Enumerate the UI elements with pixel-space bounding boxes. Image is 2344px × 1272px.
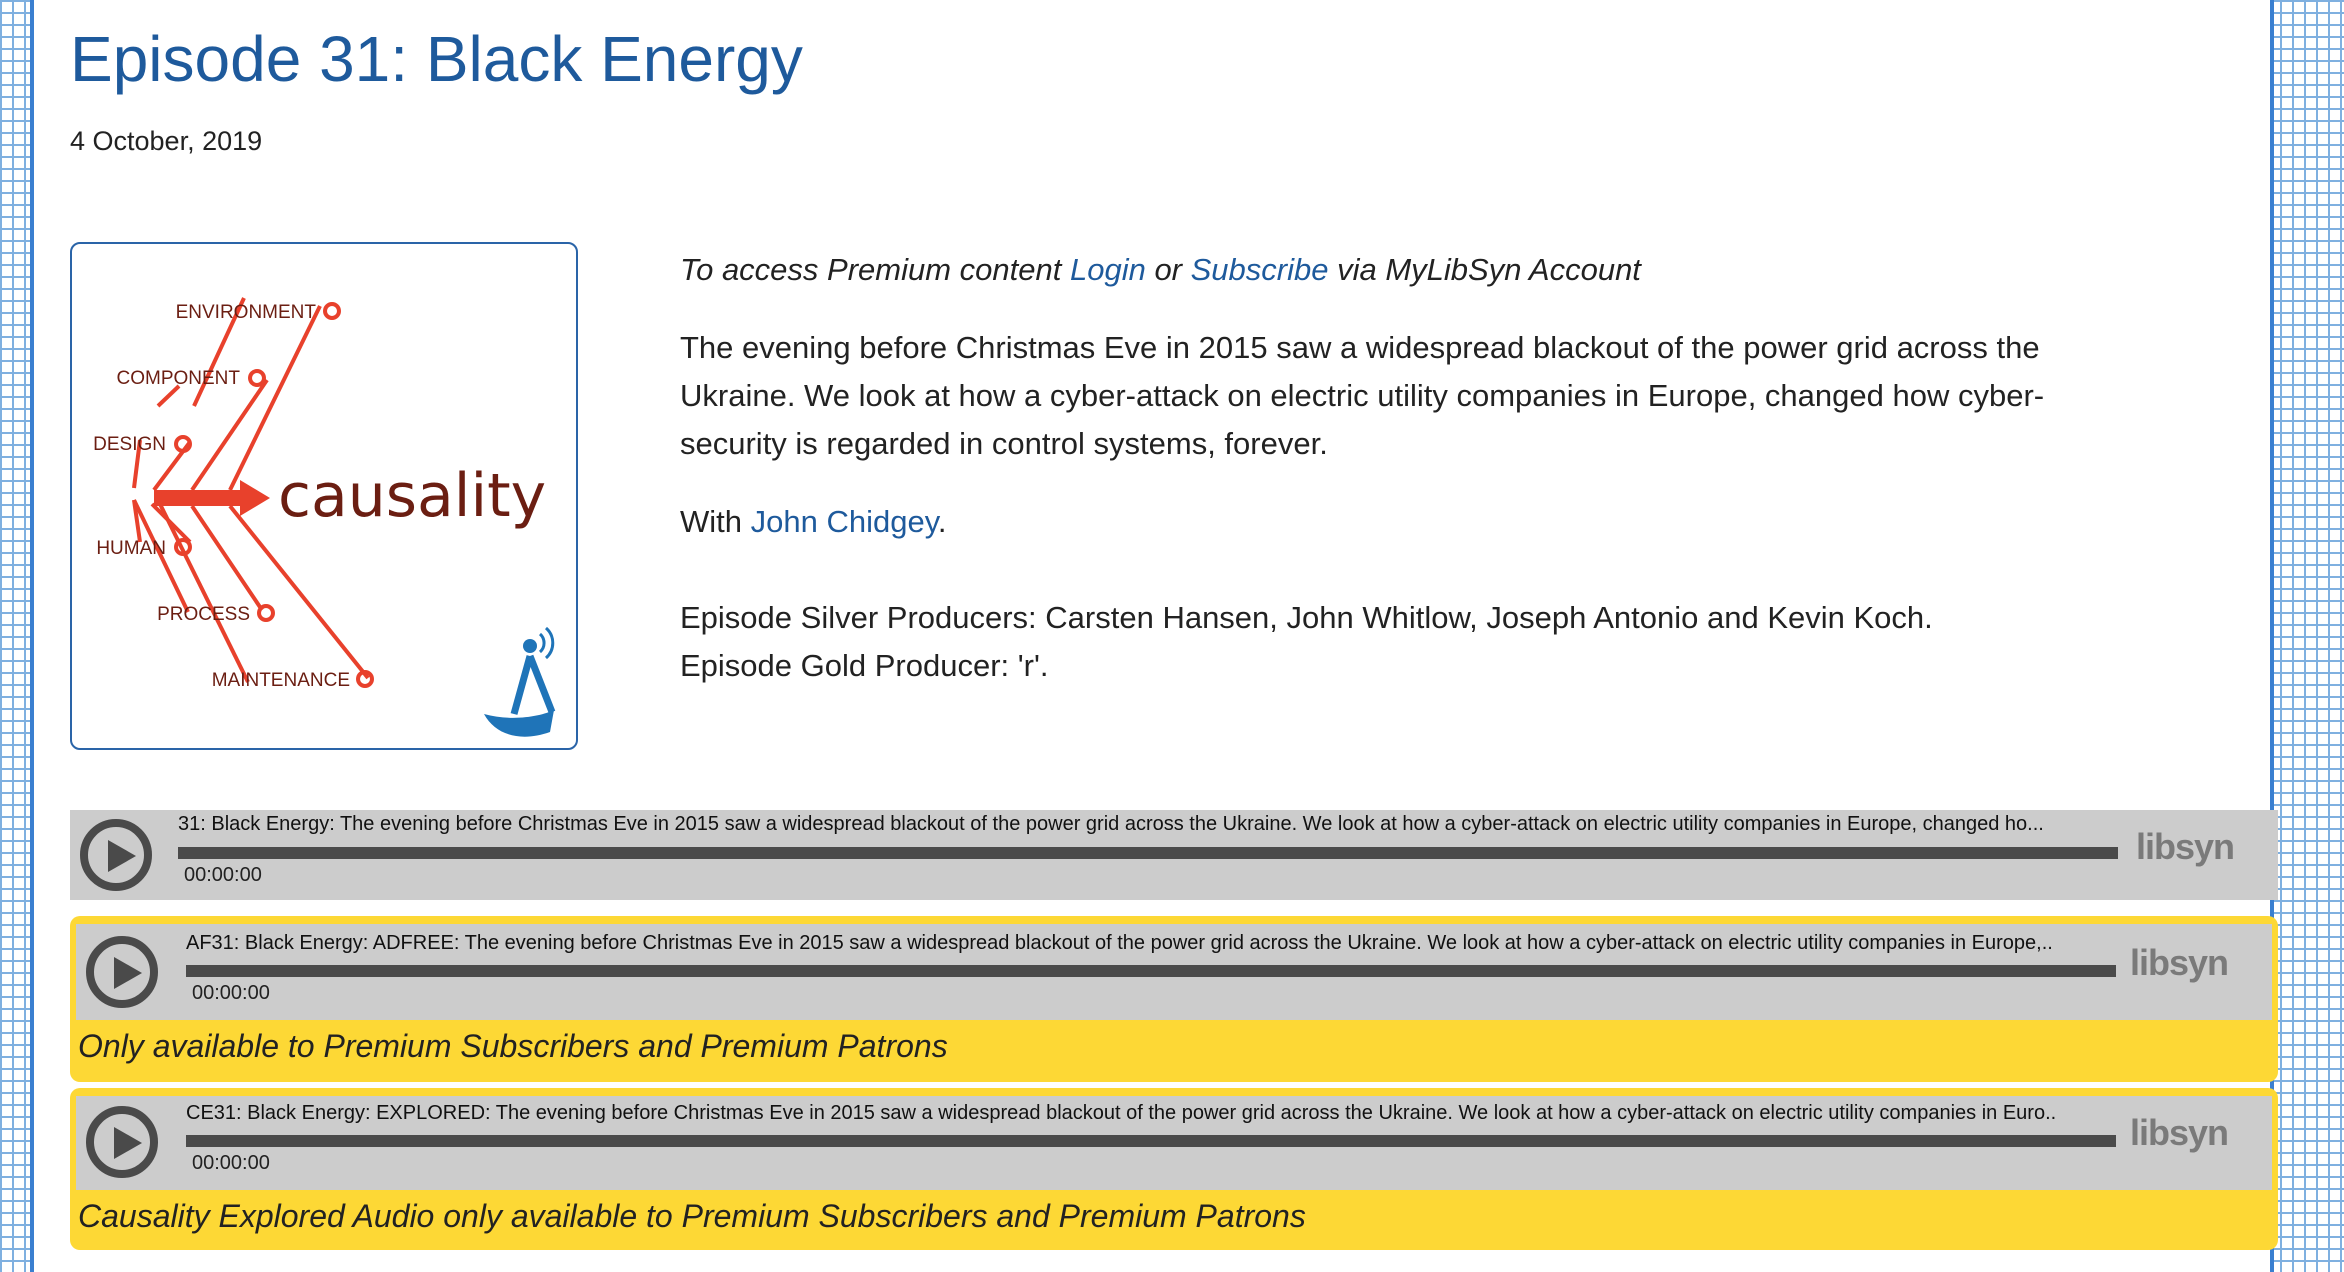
player-time: 00:00:00 <box>192 982 270 1004</box>
techdistortion-logo-icon <box>484 628 554 737</box>
audio-player <box>76 1096 2272 1190</box>
player-title: 31: Black Energy: The evening before Christmas Eve in 2015 saw a widespread blackout of the power grid across the Ukraine. We look at how a cyber-attack on electric utility companies in Europe, changed ho... <box>178 813 2044 835</box>
premium-player-adfree <box>70 916 2278 1082</box>
audio-player <box>76 924 2272 1020</box>
subscribe-link[interactable]: Subscribe <box>1190 252 1329 287</box>
premium-note: Causality Explored Audio only available to Premium Subscribers and Premium Patrons <box>78 1198 1306 1234</box>
label-design: DESIGN <box>93 434 166 455</box>
label-human: HUMAN <box>96 538 166 559</box>
access-or: or <box>1145 252 1191 287</box>
libsyn-logo: libsyn <box>2136 826 2235 867</box>
player-time: 00:00:00 <box>184 864 262 886</box>
player-time: 00:00:00 <box>192 1152 270 1174</box>
player-title: CE31: Black Energy: EXPLORED: The evening before Christmas Eve in 2015 saw a widespread blackout of the power grid across the Ukraine. We look at how a cyber-attack on electric utility companies in Euro.. <box>186 1102 2057 1124</box>
episode-artwork <box>70 242 578 750</box>
episode-date: 4 October, 2019 <box>70 126 263 156</box>
label-process: PROCESS <box>157 604 250 625</box>
play-button[interactable] <box>80 819 152 891</box>
player-title: AF31: Black Energy: ADFREE: The evening before Christmas Eve in 2015 saw a widespread blackout of the power grid across the Ukraine. We look at how a cyber-attack on electric utility companies in Europe,.. <box>186 932 2053 954</box>
access-note <box>680 246 2080 294</box>
login-link[interactable]: Login <box>1069 252 1146 287</box>
label-component: COMPONENT <box>116 368 240 389</box>
silver-producers: Episode Silver Producers: Carsten Hansen, John Whitlow, Joseph Antonio and Kevin Koch. <box>680 600 1933 635</box>
with-suffix: . <box>937 504 947 539</box>
producers <box>680 594 2080 690</box>
audio-player <box>70 810 2278 900</box>
with-host <box>680 498 2080 546</box>
progress-bar[interactable] <box>178 847 2118 859</box>
play-button[interactable] <box>86 936 158 1008</box>
premium-note: Only available to Premium Subscribers and Premium Patrons <box>78 1028 948 1064</box>
page <box>30 0 2274 1272</box>
episode-title[interactable]: Episode 31: Black Energy <box>70 23 803 95</box>
label-maintenance: MAINTENANCE <box>211 670 350 691</box>
causality-wordmark: causality <box>278 461 547 531</box>
progress-bar[interactable] <box>186 965 2116 977</box>
access-suffix: via MyLibSyn Account <box>1328 252 1641 287</box>
progress-bar[interactable] <box>186 1135 2116 1147</box>
host-link[interactable]: John Chidgey <box>750 504 938 539</box>
access-prefix: To access Premium content <box>680 252 1070 287</box>
libsyn-logo: libsyn <box>2130 942 2229 983</box>
label-environment: ENVIRONMENT <box>175 302 316 323</box>
play-button[interactable] <box>86 1106 158 1178</box>
causality-logo-icon <box>72 244 576 748</box>
premium-player-explored <box>70 1088 2278 1250</box>
libsyn-logo: libsyn <box>2130 1112 2229 1153</box>
episode-description: The evening before Christmas Eve in 2015 saw a widespread blackout of the power grid across the Ukraine. We look at how a cyber-attack on electric utility companies in Europe, changed how cyber-security is regarded in control systems, forever. <box>680 330 2045 461</box>
with-prefix: With <box>680 504 751 539</box>
episode-text <box>680 246 2080 690</box>
gold-producer: Episode Gold Producer: 'r'. <box>680 648 1049 683</box>
